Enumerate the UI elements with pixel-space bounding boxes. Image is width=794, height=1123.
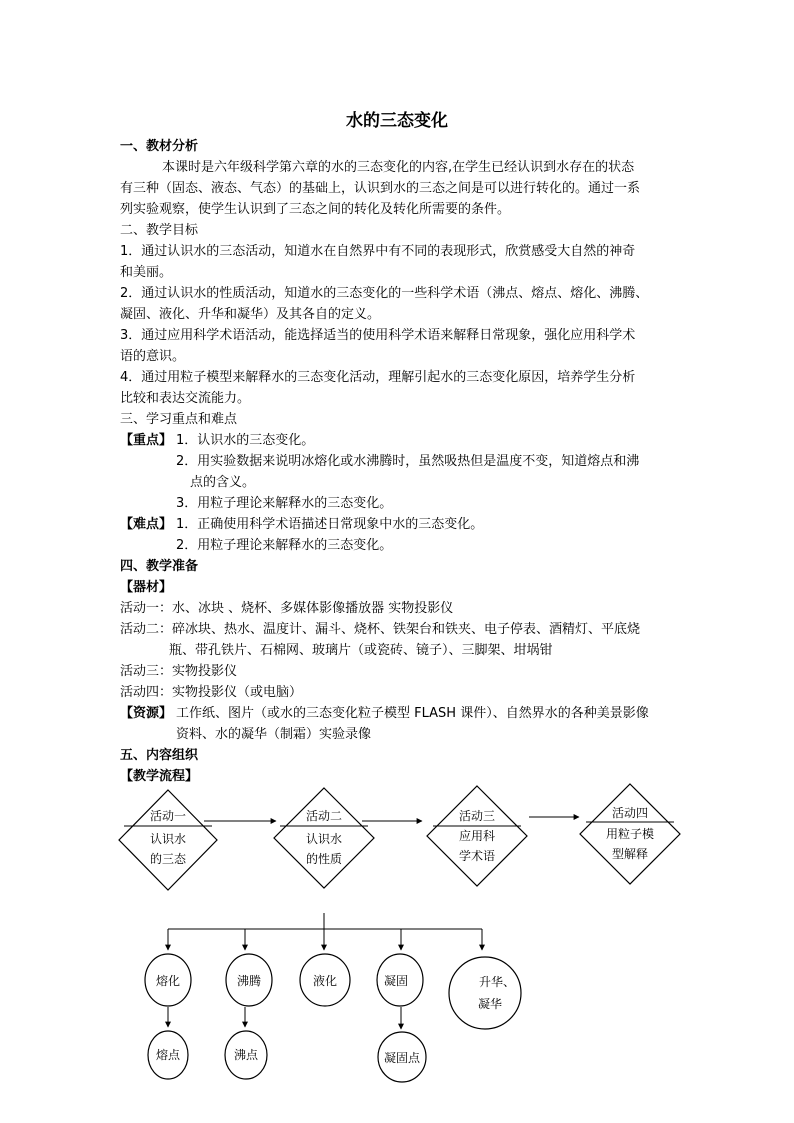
activity-4-title: 活动四 (611, 806, 649, 820)
paragraph-line: 列实验观察，使学生认识到了三态之间的转化及转化所需要的条件。 (120, 202, 511, 217)
boiling-point-circle (225, 1031, 267, 1079)
section-5-heading: 五、内容组织 (120, 748, 199, 763)
svg-text:熔点: 熔点 (155, 1048, 181, 1062)
key-points-label: 【重点】 (120, 433, 173, 448)
activity-1-node (119, 790, 217, 890)
activity-3-node (427, 786, 527, 886)
equipment-line: 活动一：水、冰块 、烧杯、多媒体影像播放器 实物投影仪 (120, 601, 454, 616)
objective-line: 语的意识。 (120, 349, 186, 364)
liquefaction-circle (300, 954, 350, 1006)
activity-2-node (274, 788, 374, 888)
equipment-line: 瓶、带孔铁片、石棉网、玻璃片（或瓷砖、镜子）、三脚架、坩埚钳 (169, 643, 553, 658)
equipment-line: 活动二：碎冰块、热水、温度计、漏斗、烧杯、铁架台和铁夹、电子停表、酒精灯、平底烧 (120, 622, 641, 637)
equipment-label: 【器材】 (120, 580, 173, 595)
key-point-line: 点的含义。 (190, 475, 256, 490)
svg-text:凝固点: 凝固点 (383, 1051, 421, 1065)
objective-line: 4．通过用粒子模型来解释水的三态变化活动，理解引起水的三态变化原因，培养学生分析 (120, 370, 636, 385)
objective-line: 凝固、液化、升华和凝华）及其各自的定义。 (120, 307, 381, 322)
melting-circle (145, 954, 191, 1006)
resources-label: 【资源】 (120, 706, 173, 721)
teaching-flow-diagram (0, 770, 794, 1123)
activity-2-title: 活动二 (305, 809, 343, 823)
svg-text:液化: 液化 (312, 974, 338, 988)
svg-text:沸点: 沸点 (233, 1048, 259, 1062)
equipment-line: 活动四：实物投影仪（或电脑） (120, 685, 303, 700)
difficulty-line: 2．用粒子理论来解释水的三态变化。 (176, 538, 393, 553)
activity-3-title: 活动三 (458, 809, 496, 823)
svg-text:升华、: 升华、 (478, 975, 516, 989)
svg-text:熔化: 熔化 (155, 974, 181, 988)
objective-line: 3．通过应用科学术语活动，能选择适当的使用科学术语来解释日常现象，强化应用科学术 (120, 328, 636, 343)
melting-point-circle (148, 1031, 188, 1079)
activity-1-line2: 的三态 (149, 852, 187, 866)
activity-1-line1: 认识水 (149, 832, 187, 846)
activity-1-title: 活动一 (149, 809, 187, 823)
page-title: 水的三态变化 (346, 111, 448, 131)
key-point-line: 3．用粒子理论来解释水的三态变化。 (176, 496, 393, 511)
svg-text:凝华: 凝华 (477, 997, 503, 1011)
objective-line: 比较和表达交流能力。 (120, 391, 251, 406)
section-1-heading: 一、教材分析 (120, 139, 199, 154)
activity-4-line1: 用粒子模 (605, 827, 655, 841)
activity-4-node (580, 784, 680, 884)
objective-line: 2．通过认识水的性质活动，知道水的三态变化的一些科学术语（沸点、熔点、熔化、沸腾、 (120, 286, 649, 301)
svg-text:凝固: 凝固 (383, 974, 409, 988)
objective-line: 和美丽。 (120, 265, 173, 280)
objective-line: 1．通过认识水的三态活动，知道水在自然界中有不同的表现形式，欣赏感受大自然的神奇 (120, 244, 636, 259)
difficulty-line: 1．正确使用科学术语描述日常现象中水的三态变化。 (176, 517, 484, 532)
boiling-circle (226, 954, 272, 1006)
resources-line: 资料、水的凝华（制霜）实验录像 (176, 727, 372, 742)
section-3-heading: 三、学习重点和难点 (120, 412, 238, 427)
paragraph-line: 本课时是六年级科学第六章的水的三态变化的内容,在学生已经认识到水存在的状态 (162, 160, 635, 175)
resources-line: 工作纸、图片（或水的三态变化粒子模型 FLASH 课件）、自然界水的各种美景影像 (176, 706, 649, 721)
activity-3-line1: 应用科 (458, 829, 496, 843)
activity-2-line2: 的性质 (305, 852, 343, 866)
section-4-heading: 四、教学准备 (120, 559, 199, 574)
freezing-point-circle (378, 1032, 426, 1082)
sublimation-circle (449, 957, 521, 1029)
activity-4-line2: 型解释 (611, 847, 649, 861)
section-2-heading: 二、教学目标 (120, 223, 199, 238)
flow-label: 【教学流程】 (120, 769, 199, 784)
key-point-line: 2．用实验数据来说明冰熔化或水沸腾时，虽然吸热但是温度不变，知道熔点和沸 (176, 454, 640, 469)
freezing-circle (377, 954, 423, 1006)
activity-2-line1: 认识水 (305, 832, 343, 846)
paragraph-line: 有三种（固态、液态、气态）的基础上，认识到水的三态之间是可以进行转化的。通过一系 (120, 181, 641, 196)
equipment-line: 活动三：实物投影仪 (120, 664, 238, 679)
svg-text:沸腾: 沸腾 (236, 974, 262, 988)
difficulty-label: 【难点】 (120, 517, 173, 532)
activity-3-line2: 学术语 (458, 849, 496, 863)
key-point-line: 1．认识水的三态变化。 (176, 433, 315, 448)
